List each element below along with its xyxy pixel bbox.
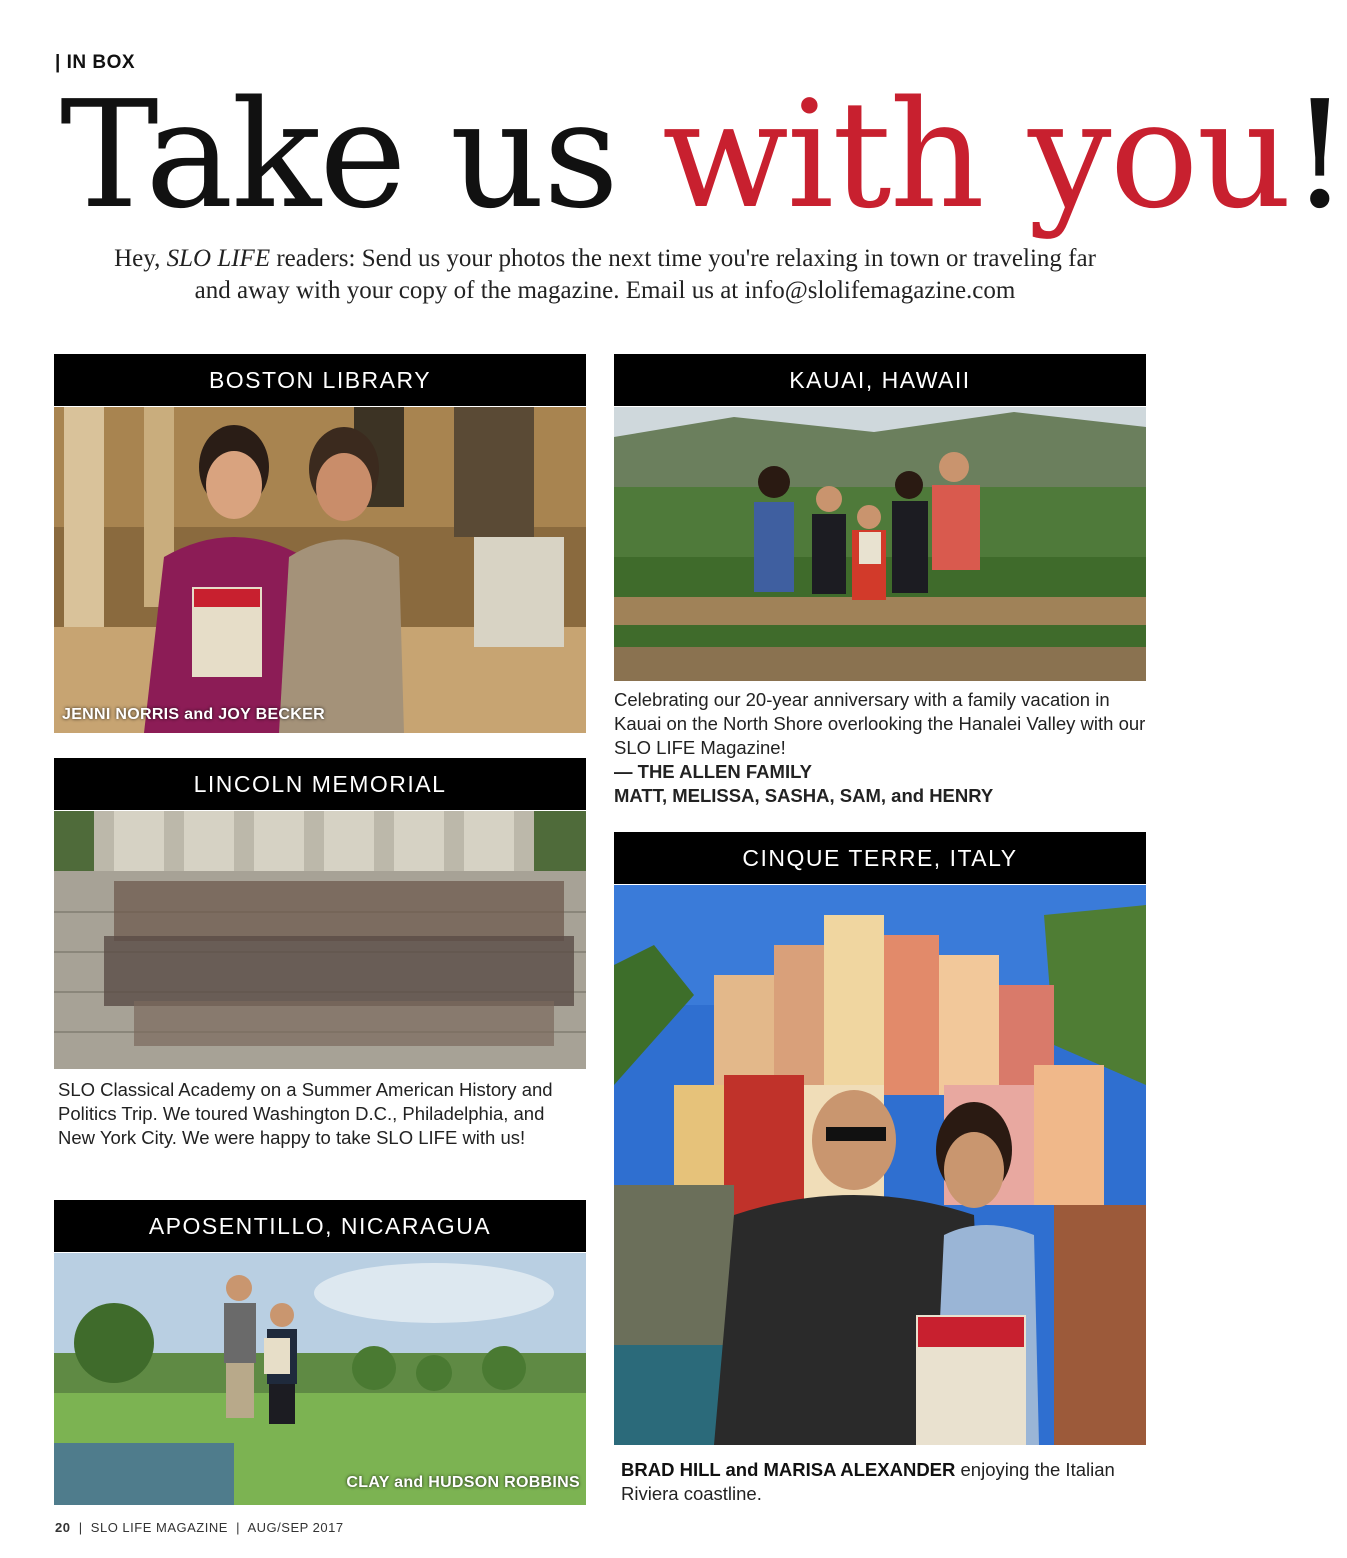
- cinque-caption-names: BRAD HILL and MARISA ALEXANDER: [621, 1459, 956, 1480]
- boston-photo: [54, 407, 586, 733]
- kauai-credit-names: MATT, MELISSA, SASHA, SAM, and HENRY: [614, 785, 994, 806]
- aposentillo-title-banner: APOSENTILLO, NICARAGUA: [54, 1200, 586, 1252]
- boston-overlay-caption: JENNI NORRIS and JOY BECKER: [62, 706, 325, 723]
- page-footer: [55, 1520, 344, 1535]
- cinque-title-banner: CINQUE TERRE, ITALY: [614, 832, 1146, 884]
- footer-issue: AUG/SEP 2017: [247, 1520, 344, 1535]
- intro-pre: Hey,: [114, 245, 167, 272]
- footer-separator-1: |: [70, 1520, 91, 1535]
- kauai-credit-family: — THE ALLEN FAMILY: [614, 761, 813, 782]
- intro-post: readers: Send us your photos the next time you're relaxing in town or traveling far and away with your copy of the magazine. Email us at info@slolifemagazine.com: [194, 245, 1096, 304]
- kauai-title-banner: KAUAI, HAWAII: [614, 354, 1146, 406]
- page-number: 20: [55, 1520, 71, 1535]
- intro-text: [100, 243, 1110, 307]
- page-headline: [60, 69, 1347, 241]
- cinque-caption: [621, 1458, 1146, 1506]
- kauai-photo: [614, 407, 1146, 681]
- footer-magazine: SLO LIFE MAGAZINE: [90, 1520, 228, 1535]
- footer-separator-2: |: [227, 1520, 248, 1535]
- intro-magazine-name: SLO LIFE: [166, 245, 271, 272]
- aposentillo-overlay-caption: CLAY and HUDSON ROBBINS: [346, 1474, 580, 1491]
- lincoln-caption: SLO Classical Academy on a Summer American History and Politics Trip. We toured Washington D.C., Philadelphia, and New York City. We were happy to take SLO LIFE with us!: [58, 1079, 553, 1148]
- boston-title-banner: BOSTON LIBRARY: [54, 354, 586, 406]
- section-tag: | IN BOX: [55, 52, 136, 73]
- headline-part-3: !: [1289, 69, 1347, 241]
- headline-part-1: Take us: [60, 69, 663, 241]
- cinque-caption-text: enjoying the Italian Riviera coastline.: [621, 1459, 1115, 1504]
- cinque-photo: [614, 885, 1146, 1445]
- kauai-caption: Celebrating our 20-year anniversary with a family vacation in Kauai on the North Shore overlooking the Hanalei Valley with our SLO LIFE Magazine!: [614, 689, 1146, 758]
- aposentillo-photo: [54, 1253, 586, 1505]
- lincoln-photo: [54, 811, 586, 1069]
- lincoln-title-banner: LINCOLN MEMORIAL: [54, 758, 586, 810]
- headline-part-2: with you: [662, 69, 1290, 241]
